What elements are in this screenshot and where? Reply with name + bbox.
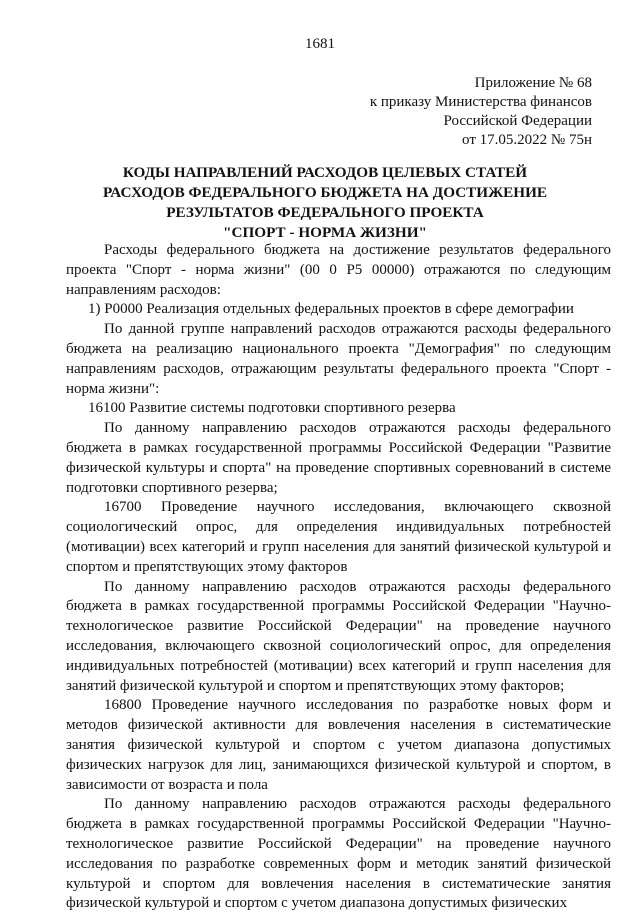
appendix-order: к приказу Министерства финансов [369,94,592,110]
document-body [66,241,611,914]
paragraph-group-description: По данной группе направлений расходов отражаются расходы федерального бюджета на реализацию национального проекта "Демография" по следующим направлениям расходов, отражающим результаты федерального проекта "Спорт - норма жизни": [66,321,611,397]
paragraph-code-16800: 16800 Проведение научного исследования по разработке новых форм и методов физической активности для вовлечения населения в систематические занятия физической культурой и спортом с учетом диапазона допустимых физических нагрузок для лиц, занимающихся физической культурой и спортом, в зависимости от возраста и пола [66,697,611,793]
appendix-number: Приложение № 68 [474,75,592,91]
page-number: 1681 [305,36,335,52]
paragraph-code-16700-description: По данному направлению расходов отражаются расходы федерального бюджета в рамках государственной программы Российской Федерации "Научно-технологическое развитие Российской Федерации" на проведение научного исследования, включающего сквозной социологический опрос, для определения индивидуальных потребностей (мотивации) всех категорий и групп населения для занятий физической культурой и спортом и препятствующих этому факторов; [66,578,611,694]
title-line-1: КОДЫ НАПРАВЛЕНИЙ РАСХОДОВ ЦЕЛЕВЫХ СТАТЕЙ [122,164,528,181]
appendix-date: от 17.05.2022 № 75н [462,132,592,148]
paragraph-group-heading: 1) Р0000 Реализация отдельных федеральных проектов в сфере демографии [88,301,574,318]
appendix-header [330,74,592,150]
title-line-2: РАСХОДОВ ФЕДЕРАЛЬНОГО БЮДЖЕТА НА ДОСТИЖЕНИЕ [102,184,548,201]
paragraph-code-16800-description: По данному направлению расходов отражаются расходы федерального бюджета в рамках государственной программы Российской Федерации "Научно-технологическое развитие Российской Федерации" на проведение научного исследования по разработке современных форм и методик занятий физической культурой и спортом для вовлечения населения в систематические занятия физической культурой и спортом с учетом диапазона допустимых физических [66,796,611,912]
paragraph-code-16100-description: По данному направлению расходов отражаются расходы федерального бюджета в рамках государственной программы Российской Федерации "Развитие физической культуры и спорта" на проведение спортивных соревнований в системе подготовки спортивного резерва; [66,420,611,496]
title-line-3: РЕЗУЛЬТАТОВ ФЕДЕРАЛЬНОГО ПРОЕКТА [166,204,484,221]
document-title [60,163,590,243]
paragraph-intro: Расходы федерального бюджета на достижение результатов федерального проекта "Спорт - норма жизни" (00 0 Р5 00000) отражаются по следующим направлениям расходов: [66,242,611,298]
title-line-4: "СПОРТ - НОРМА ЖИЗНИ" [223,224,427,241]
paragraph-code-16100: 16100 Развитие системы подготовки спортивного резерва [88,400,456,417]
appendix-country: Российской Федерации [443,113,592,129]
paragraph-code-16700: 16700 Проведение научного исследования, включающего сквозной социологический опрос, для определения индивидуальных потребностей (мотивации) всех категорий и групп населения для занятий физической культурой и спортом и препятствующих этому факторов [66,499,611,575]
